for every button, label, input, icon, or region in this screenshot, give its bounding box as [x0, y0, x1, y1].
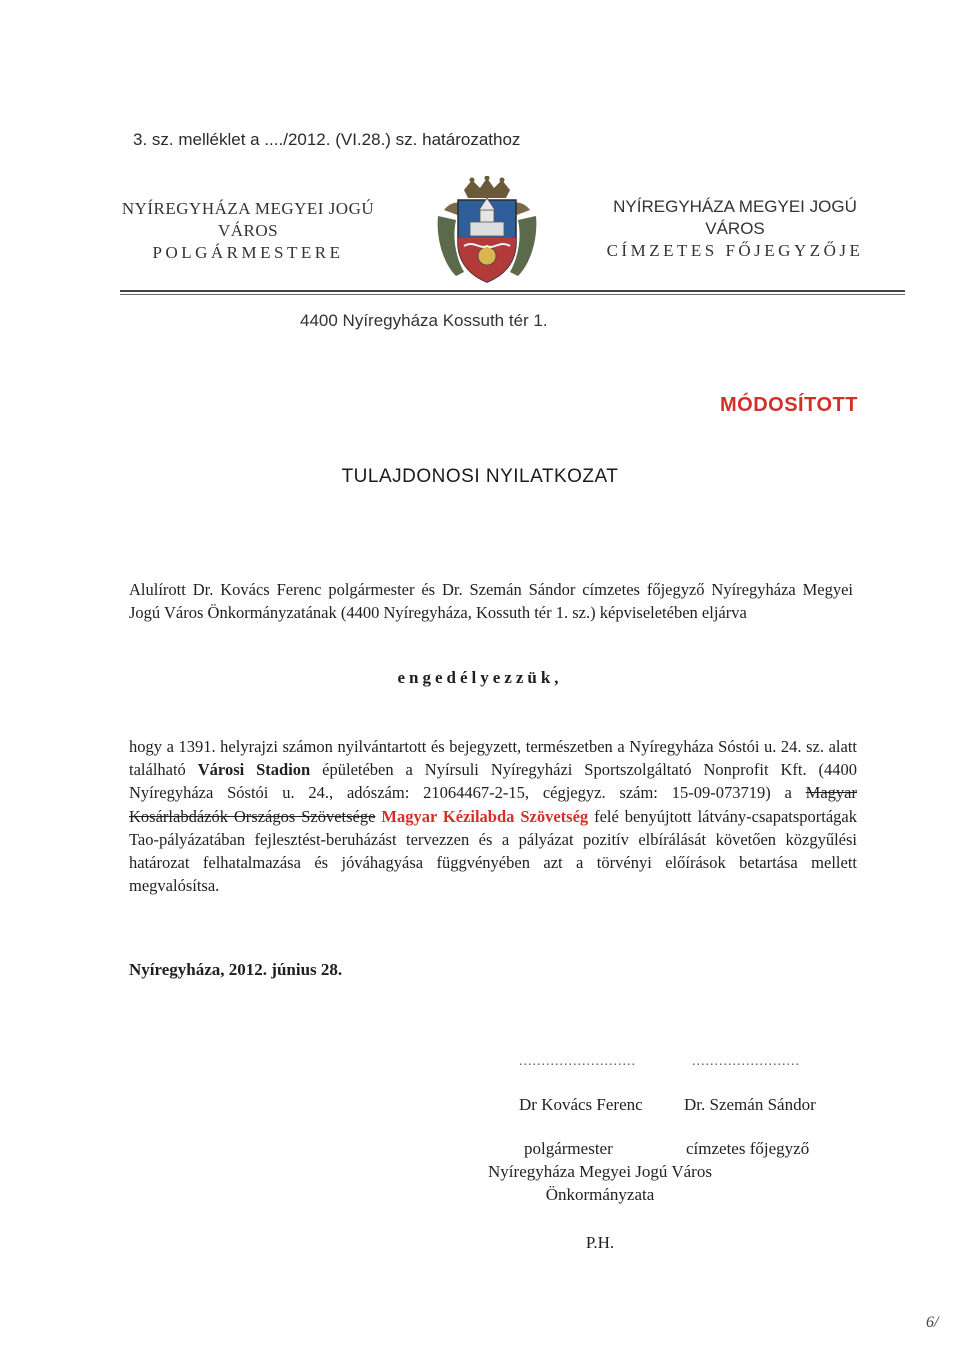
- seal-placeholder: P.H.: [585, 1233, 615, 1252]
- header-mayor-line2: VÁROS: [217, 221, 279, 240]
- signer-organization-line2: Önkormányzata: [545, 1185, 655, 1204]
- handwritten-page-mark: 6/: [926, 1314, 939, 1331]
- modified-stamp: MÓDOSÍTOTT: [720, 394, 858, 416]
- stadion-name: Városi Stadion: [197, 760, 311, 780]
- date-line: Nyíregyháza, 2012. június 28.: [129, 960, 343, 979]
- struck-text: Magyar Kosárlabdázók Országos Szövetsége: [129, 783, 857, 826]
- header-notary-line2: VÁROS: [705, 219, 765, 238]
- header-mayor: [88, 198, 408, 264]
- signer-name-mayor: Dr Kovács Ferenc: [519, 1095, 643, 1114]
- document-title: TULAJDONOSI NYILATKOZAT: [341, 466, 619, 487]
- header-divider-thin: [120, 294, 905, 295]
- body-text-part2: épületében a Nyírsuli Nyíregyházi Sportszolgáltató Nonprofit Kft. (4400 Nyíregyháza Sóstói u. 24., adószám: 21064467-2-15, cégjegyz. szám: 15-09-073719) a: [129, 760, 858, 803]
- signature-line-notary: ........................: [692, 1054, 800, 1069]
- header-mayor-line1: NYÍREGYHÁZA MEGYEI JOGÚ: [121, 199, 375, 218]
- body-text-part3: felé benyújtott látvány-csapatsportágak Tao-pályázatában fejlesztést-beruházást tervezzen és a pályázat pozitív elbírálását követően közgyűlési határozat felhatalmazása és jóváhagyása függvényében azt a törvényi előírások betartása mellett megvalósítsa.: [129, 806, 858, 896]
- header-notary-line1: NYÍREGYHÁZA MEGYEI JOGÚ: [613, 197, 857, 216]
- header-notary-line3: CÍMZETES FŐJEGYZŐJE: [606, 241, 864, 260]
- signer-organization: Nyíregyháza Megyei Jogú Város: [488, 1162, 712, 1181]
- office-address: 4400 Nyíregyháza Kossuth tér 1.: [300, 311, 548, 330]
- body-text-part1: hogy a 1391. helyrajzi számon nyilvántartott és bejegyzett, természetben a Nyíregyháza Sóstói u. 24. sz. alatt található: [129, 737, 857, 780]
- header-notary: [580, 196, 890, 262]
- header-divider: [120, 290, 905, 292]
- inserted-text: Magyar Kézilabda Szövetség: [381, 806, 589, 826]
- signer-name-notary: Dr. Szemán Sándor: [684, 1095, 816, 1114]
- header-mayor-line3: POLGÁRMESTERE: [152, 243, 344, 262]
- intro-paragraph: Alulírott Dr. Kovács Ferenc polgármester és Dr. Szemán Sándor címzetes főjegyző Nyíregyháza Megyei Jogú Város Önkormányzatának (4400 Nyíregyháza, Kossuth tér 1. sz.) képviseletében eljárva: [129, 580, 853, 622]
- signer-role-mayor: polgármester: [524, 1139, 613, 1158]
- signer-role-notary: címzetes főjegyző: [686, 1139, 810, 1158]
- annex-reference: 3. sz. melléklet a ..../2012. (VI.28.) sz. határozathoz: [133, 130, 521, 149]
- body-paragraph: [129, 735, 857, 897]
- signature-line-mayor: ..........................: [519, 1054, 636, 1069]
- permit-heading: engedélyezzük,: [397, 668, 563, 687]
- coat-of-arms-icon: [434, 176, 540, 288]
